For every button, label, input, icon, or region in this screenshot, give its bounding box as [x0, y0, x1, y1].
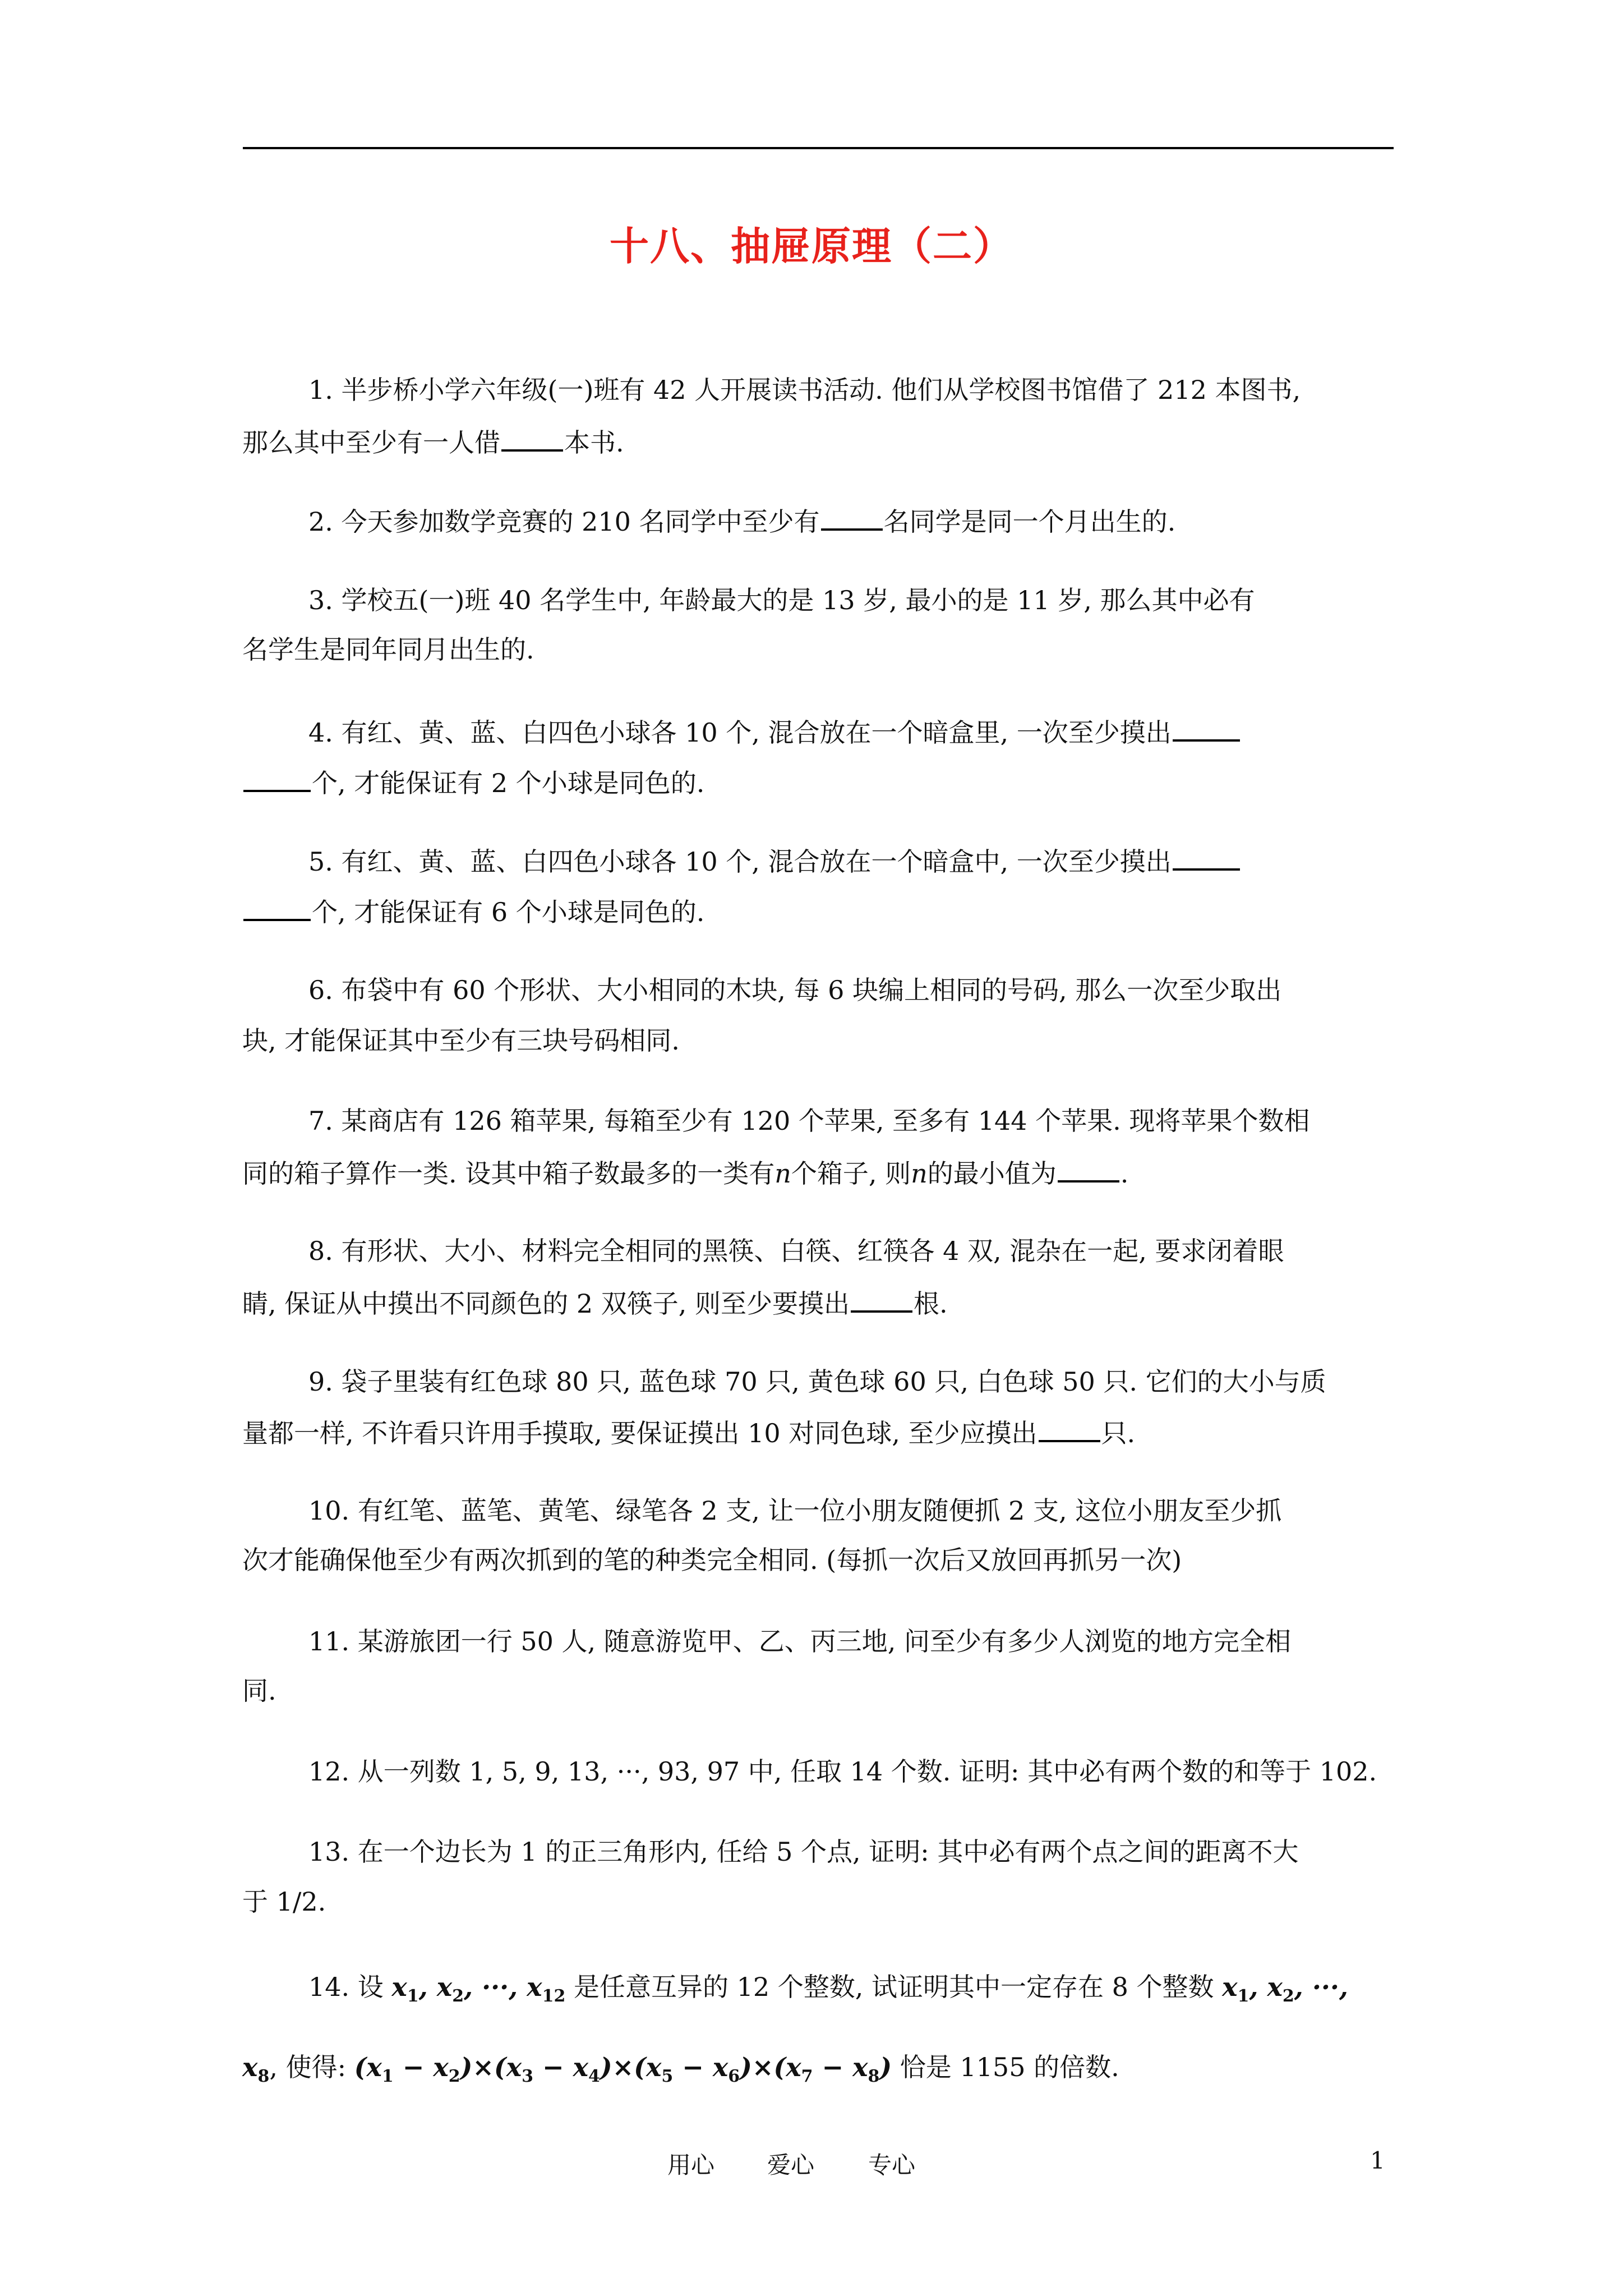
variable-n: n: [911, 1158, 928, 1189]
q7-text-mid-2: 的最小值为: [927, 1158, 1057, 1189]
q4-text: 4. 有红、黄、蓝、白四色小球各 10 个, 混合放在一个暗盒里, 一次至少摸出: [308, 717, 1172, 748]
question-14-line-2: $x_8$, 使得: $(x_1 - x_2)\times(x_3 - x_4)\times(x_5 - x_6)\times(x_7 - x_8)$ 恰是 1155 的倍数.: [242, 2052, 1119, 2087]
variable-list-x1-x12: $x_1$, $x_2$, ···, $x_{12}$: [391, 1972, 566, 2007]
question-12: 12. 从一列数 1, 5, 9, 13, ···, 93, 97 中, 任取 14 个数. 证明: 其中必有两个数的和等于 102.: [308, 1756, 1377, 1787]
question-10-line-1: 10. 有红笔、蓝笔、黄笔、绿笔各 2 支, 让一位小朋友随便抓 2 支, 这位小朋友至少抓: [308, 1496, 1282, 1526]
question-1-line-2: [242, 424, 1398, 459]
q2-text-end: 名同学是同一个月出生的.: [883, 507, 1176, 537]
question-6-line-2: 块, 才能保证其中至少有三块号码相同.: [242, 1025, 680, 1056]
answer-blank: [1039, 1414, 1100, 1442]
question-2: [308, 503, 1464, 539]
page-number: 1: [1370, 2147, 1385, 2174]
answer-blank: [851, 1285, 912, 1313]
question-10-line-2: 次才能确保他至少有两次抓到的笔的种类完全相同. (每抓一次后又放回再抓另一次): [242, 1545, 1182, 1575]
question-3-line-2: 名学生是同年同月出生的.: [242, 634, 534, 665]
q2-text: 2. 今天参加数学竞赛的 210 名同学中至少有: [308, 507, 820, 537]
question-9-line-2: [242, 1414, 1398, 1450]
footer-mid: 爱心: [767, 2151, 815, 2179]
footer-right: 专心: [868, 2151, 916, 2179]
question-13-line-2: 于 1/2.: [242, 1887, 326, 1917]
q9-text: 量都一样, 不许看只许用手摸取, 要保证摸出 10 对同色球, 至少应摸出: [242, 1418, 1038, 1448]
q1-text: 那么其中至少有一人借: [242, 427, 500, 458]
answer-blank: [243, 764, 311, 792]
question-11-line-1: 11. 某游旅团一行 50 人, 随意游览甲、乙、丙三地, 问至少有多少人浏览的地方完全相: [308, 1626, 1292, 1657]
answer-blank: [243, 893, 311, 921]
variable-n: n: [774, 1158, 791, 1189]
question-8-line-1: 8. 有形状、大小、材料完全相同的黑筷、白筷、红筷各 4 双, 混杂在一起, 要求闭着眼: [308, 1236, 1284, 1266]
answer-blank: [1058, 1154, 1119, 1182]
q14-text-end: 恰是 1155 的倍数.: [900, 2052, 1119, 2082]
variable-list-x1-x2: $x_1$, $x_2$, ···,: [1222, 1972, 1348, 2007]
q9-text-end: 只.: [1101, 1418, 1136, 1448]
question-1-line-1: 1. 半步桥小学六年级(一)班有 42 人开展读书活动. 他们从学校图书馆借了 212 本图书,: [308, 375, 1301, 405]
answer-blank: [1173, 714, 1240, 742]
question-13-line-1: 13. 在一个边长为 1 的正三角形内, 任给 5 个点, 证明: 其中必有两个点之间的距离不大: [308, 1837, 1299, 1867]
q5-text: 5. 有红、黄、蓝、白四色小球各 10 个, 混合放在一个暗盒中, 一次至少摸出: [308, 846, 1172, 877]
product-expression: $(x_1 - x_2)\times(x_3 - x_4)\times(x_5 - x_6)\times(x_7 - x_8)$: [354, 2052, 892, 2087]
answer-blank: [821, 503, 883, 531]
answer-blank: [501, 424, 563, 452]
question-5-line-1: [308, 843, 1464, 878]
question-7-line-2: [242, 1154, 1398, 1190]
q14-text-mid: 是任意互异的 12 个整数, 试证明其中一定存在 8 个整数: [573, 1972, 1214, 2002]
q8-text: 睛, 保证从中摸出不同颜色的 2 双筷子, 则至少要摸出: [242, 1289, 850, 1319]
q7-text: 同的箱子算作一类. 设其中箱子数最多的一类有: [242, 1158, 775, 1189]
q7-text-mid: 个箱子, 则: [791, 1158, 911, 1189]
question-6-line-1: 6. 布袋中有 60 个形状、大小相同的木块, 每 6 块编上相同的号码, 那么一次至少取出: [308, 975, 1282, 1005]
question-4-line-1: [308, 714, 1464, 749]
question-11-line-2: 同.: [242, 1676, 276, 1706]
answer-blank: [1173, 843, 1240, 871]
question-8-line-2: [242, 1285, 1398, 1320]
question-14-line-1: [308, 1970, 1464, 2013]
q14-text-2: 使得:: [285, 2052, 347, 2082]
question-5-line-2: [242, 893, 1398, 929]
question-3-line-1: 3. 学校五(一)班 40 名学生中, 年龄最大的是 13 岁, 最小的是 11 岁, 那么其中必有: [308, 585, 1255, 615]
question-9-line-1: 9. 袋子里装有红色球 80 只, 蓝色球 70 只, 黄色球 60 只, 白色球 50 只. 它们的大小与质: [308, 1366, 1326, 1397]
q7-text-end: .: [1120, 1158, 1129, 1189]
q1-text-end: 本书.: [564, 427, 624, 458]
footer-left: 用心: [667, 2151, 715, 2179]
header-rule: [243, 147, 1394, 149]
q8-text-end: 根.: [914, 1289, 948, 1319]
variable-x8: $x_8$: [242, 2052, 270, 2087]
page-title: 十八、抽屉原理（二）: [610, 223, 1013, 269]
q5-text-end: 个, 才能保证有 6 个小球是同色的.: [312, 897, 705, 927]
question-4-line-2: [242, 764, 1398, 800]
q4-text-end: 个, 才能保证有 2 个小球是同色的.: [312, 768, 705, 798]
question-7-line-1: 7. 某商店有 126 箱苹果, 每箱至少有 120 个苹果, 至多有 144 个苹果. 现将苹果个数相: [308, 1106, 1310, 1136]
q14-text: 14. 设: [308, 1972, 384, 2002]
